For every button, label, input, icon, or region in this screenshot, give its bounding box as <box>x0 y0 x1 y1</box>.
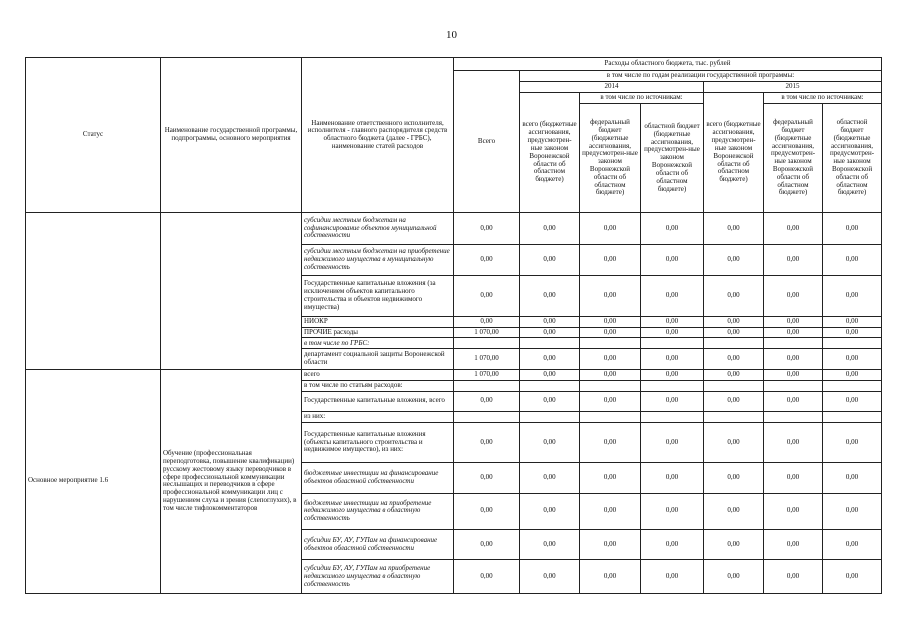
value-cell: 0,00 <box>704 244 764 275</box>
value-cell: 0,00 <box>704 391 764 411</box>
value-cell: 0,00 <box>454 493 520 529</box>
value-cell: 0,00 <box>764 369 823 380</box>
value-cell: 0,00 <box>580 244 641 275</box>
budget-table <box>25 57 882 594</box>
value-cell: 0,00 <box>823 244 882 275</box>
value-cell: 0,00 <box>580 369 641 380</box>
row-label: бюджетные инвестиции на финансирование объектов областной собственности <box>302 463 454 493</box>
value-cell: 0,00 <box>454 213 520 244</box>
value-cell: 0,00 <box>454 244 520 275</box>
value-cell: 0,00 <box>704 530 764 560</box>
value-cell: 0,00 <box>704 463 764 493</box>
value-cell: 0,00 <box>580 530 641 560</box>
row-label: Государственные капитальные вложения (объекты капитального строительства и недвижимое имущество), из них: <box>302 422 454 462</box>
value-cell: 0,00 <box>520 560 580 594</box>
value-cell: 0,00 <box>704 327 764 338</box>
status-cell-empty <box>26 213 161 369</box>
header-2015-by-sources: в том числе по источникам: <box>764 93 882 104</box>
header-2014-by-sources: в том числе по источникам: <box>580 93 704 104</box>
value-cell: 0,00 <box>764 463 823 493</box>
value-cell: 0,00 <box>520 276 580 316</box>
value-cell: 0,00 <box>764 276 823 316</box>
page-number: 10 <box>446 29 457 41</box>
value-cell: 0,00 <box>823 391 882 411</box>
value-cell: 0,00 <box>823 530 882 560</box>
header-2015-federal: федеральный бюджет (бюджетные ассигнования, предусмотрен-ные законом Воронежской области об областном бюджете) <box>764 104 823 213</box>
header-2014-regional: областной бюджет (бюджетные ассигнования, предусмотрен-ные законом Воронежской области об областном бюджете) <box>641 104 704 213</box>
value-cell: 0,00 <box>580 560 641 594</box>
value-cell: 0,00 <box>454 276 520 316</box>
value-cell: 0,00 <box>823 349 882 369</box>
value-cell: 0,00 <box>704 316 764 327</box>
value-cell: 0,00 <box>641 276 704 316</box>
value-cell: 0,00 <box>520 316 580 327</box>
value-cell: 0,00 <box>823 560 882 594</box>
header-status: Статус <box>26 58 161 213</box>
value-cell: 0,00 <box>580 463 641 493</box>
value-cell: 0,00 <box>823 213 882 244</box>
value-cell: 0,00 <box>823 493 882 529</box>
header-program-name: Наименование государственной программы, подпрограммы, основного мероприятия <box>161 58 302 213</box>
value-cell: 0,00 <box>520 463 580 493</box>
value-cell: 0,00 <box>641 530 704 560</box>
value-cell: 0,00 <box>580 493 641 529</box>
value-cell: 0,00 <box>764 316 823 327</box>
value-cell: 0,00 <box>520 422 580 462</box>
value-cell: 0,00 <box>580 422 641 462</box>
value-cell: 0,00 <box>641 493 704 529</box>
row-label: субсидии местным бюджетам на приобретение недвижимого имущества в муниципальную собственность <box>302 244 454 275</box>
value-cell: 1 070,00 <box>454 349 520 369</box>
value-cell: 0,00 <box>704 349 764 369</box>
row-label: ПРОЧИЕ расходы <box>302 327 454 338</box>
value-cell: 0,00 <box>520 349 580 369</box>
value-cell: 0,00 <box>641 422 704 462</box>
value-cell: 0,00 <box>641 349 704 369</box>
value-cell: 0,00 <box>764 560 823 594</box>
value-cell: 0,00 <box>641 213 704 244</box>
name-cell-empty <box>161 213 302 369</box>
value-cell: 0,00 <box>580 316 641 327</box>
table-row <box>26 213 882 244</box>
value-cell: 0,00 <box>764 493 823 529</box>
value-cell: 0,00 <box>764 244 823 275</box>
header-year-2014: 2014 <box>520 82 704 93</box>
header-2014-federal: федеральный бюджет (бюджетные ассигнования, предусмотрен-ные законом Воронежской области об областном бюджете) <box>580 104 641 213</box>
row-label: в том числе по статьям расходов: <box>302 380 454 391</box>
header-2015-regional: областной бюджет (бюджетные ассигнования, предусмотрен-ные законом Воронежской области об областном бюджете) <box>823 104 882 213</box>
value-cell: 0,00 <box>641 316 704 327</box>
header-2014-all: всего (бюджетные ассигнования, предусмотрен-ные законом Воронежской области об областном бюджете) <box>520 93 580 213</box>
value-cell: 0,00 <box>764 327 823 338</box>
value-cell: 0,00 <box>520 391 580 411</box>
value-cell: 0,00 <box>641 391 704 411</box>
value-cell: 0,00 <box>454 391 520 411</box>
value-cell: 0,00 <box>704 422 764 462</box>
value-cell: 1 070,00 <box>454 327 520 338</box>
row-label: всего <box>302 369 454 380</box>
value-cell: 0,00 <box>520 244 580 275</box>
value-cell: 0,00 <box>641 327 704 338</box>
row-label: субсидии местным бюджетам на софинансирование объектов муниципальной собственности <box>302 213 454 244</box>
value-cell: 0,00 <box>454 530 520 560</box>
value-cell: 0,00 <box>764 349 823 369</box>
value-cell: 0,00 <box>641 369 704 380</box>
value-cell: 0,00 <box>520 493 580 529</box>
value-cell: 0,00 <box>764 391 823 411</box>
value-cell: 0,00 <box>580 349 641 369</box>
header-by-years: в том числе по годам реализации государственной программы: <box>520 71 882 82</box>
row-label: субсидии БУ, АУ, ГУПам на приобретение недвижимого имущества в областную собственность <box>302 560 454 594</box>
value-cell: 0,00 <box>641 560 704 594</box>
value-cell: 0,00 <box>704 369 764 380</box>
value-cell: 0,00 <box>764 213 823 244</box>
value-cell: 0,00 <box>520 213 580 244</box>
value-cell: 0,00 <box>823 276 882 316</box>
table-row <box>26 369 882 380</box>
header-expenses-title: Расходы областного бюджета, тыс. рублей <box>454 58 882 71</box>
value-cell: 0,00 <box>580 327 641 338</box>
header-total: Всего <box>454 71 520 213</box>
row-label: субсидии БУ, АУ, ГУПам на финансирование объектов областной собственности <box>302 530 454 560</box>
value-cell: 1 070,00 <box>454 369 520 380</box>
row-label: из них: <box>302 411 454 422</box>
row-label: бюджетные инвестиции на приобретение недвижимого имущества в областную собственность <box>302 493 454 529</box>
header-2015-all: всего (бюджетные ассигнования, предусмотрен-ные законом Воронежской области об областном бюджете) <box>704 93 764 213</box>
value-cell: 0,00 <box>823 369 882 380</box>
row-label: Государственные капитальные вложения, всего <box>302 391 454 411</box>
row-label: НИОКР <box>302 316 454 327</box>
value-cell: 0,00 <box>580 213 641 244</box>
value-cell: 0,00 <box>580 276 641 316</box>
value-cell: 0,00 <box>764 422 823 462</box>
value-cell: 0,00 <box>454 316 520 327</box>
value-cell: 0,00 <box>454 422 520 462</box>
value-cell: 0,00 <box>520 327 580 338</box>
row-label: департамент социальной защиты Воронежской области <box>302 349 454 369</box>
value-cell: 0,00 <box>580 391 641 411</box>
value-cell: 0,00 <box>704 213 764 244</box>
value-cell: 0,00 <box>764 530 823 560</box>
activity-name: Обучение (профессиональная переподготовка, повышение квалификации) русскому жестовому языку переводчиков в сфере профессиональной коммуникации неслышащих и переводчиков в сфере профессиональной коммуникации лиц с нарушением слуха и зрения (слепоглухих), в том числе тифлокомментаторов <box>161 369 302 593</box>
activity-status: Основное мероприятие 1.6 <box>26 369 161 593</box>
row-label: Государственные капитальные вложения (за исключением объектов капитального строительства и объектов недвижимого имущества) <box>302 276 454 316</box>
value-cell: 0,00 <box>823 463 882 493</box>
header-year-2015: 2015 <box>704 82 882 93</box>
value-cell: 0,00 <box>520 530 580 560</box>
value-cell: 0,00 <box>823 327 882 338</box>
row-label: в том числе по ГРБС: <box>302 338 454 349</box>
value-cell: 0,00 <box>641 244 704 275</box>
value-cell: 0,00 <box>704 560 764 594</box>
value-cell: 0,00 <box>823 422 882 462</box>
value-cell: 0,00 <box>704 493 764 529</box>
value-cell: 0,00 <box>704 276 764 316</box>
value-cell: 0,00 <box>454 560 520 594</box>
header-executor: Наименование ответственного исполнителя, исполнителя - главного распорядителя средств областного бюджета (далее - ГРБС), наименование статей расходов <box>302 58 454 213</box>
value-cell: 0,00 <box>641 463 704 493</box>
value-cell: 0,00 <box>823 316 882 327</box>
value-cell: 0,00 <box>454 463 520 493</box>
value-cell: 0,00 <box>520 369 580 380</box>
